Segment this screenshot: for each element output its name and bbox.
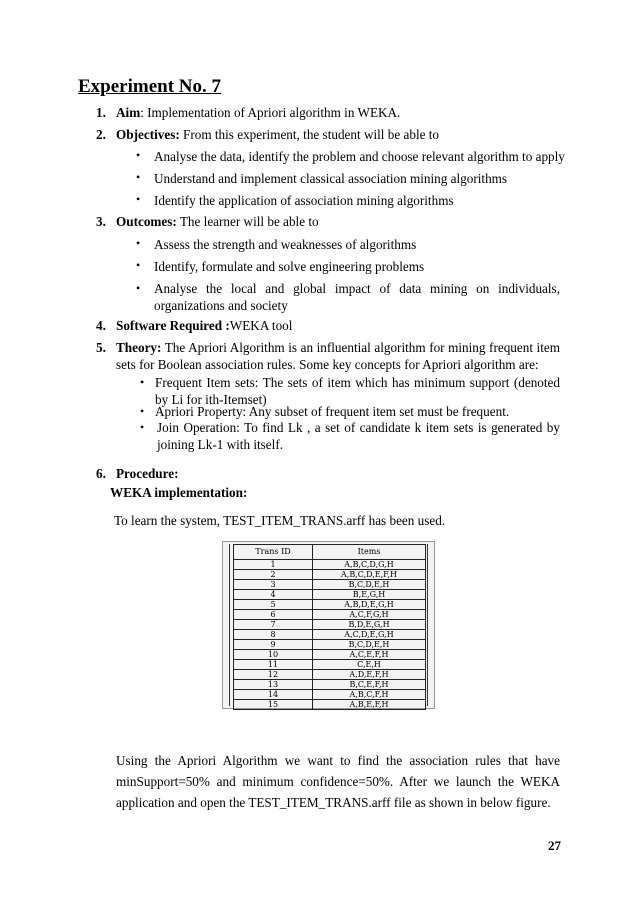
software-label: Software Required : (116, 318, 230, 333)
theory-item: Join Operation: To find Lk , a set of candidate k item sets is generated by joining Lk-1 with itself. (157, 420, 560, 452)
items-cell: A,B,C,F,H (313, 690, 426, 700)
items-cell: B,C,E,F,H (313, 680, 426, 690)
trans-id-cell: 6 (234, 610, 313, 620)
theory-text: The Apriori Algorithm is an influential algorithm for mining frequent item sets for Boolean association rules. Some key concepts for Apriori algorithm are: (116, 340, 560, 372)
items-cell: A,B,D,E,G,H (313, 600, 426, 610)
items-cell: A,D,E,F,H (313, 670, 426, 680)
outcomes-label: Outcomes: (116, 214, 177, 229)
aim-label: Aim (116, 105, 141, 120)
table-row (234, 560, 426, 570)
items-cell: A,C,D,E,G,H (313, 630, 426, 640)
trans-id-cell: 15 (234, 700, 313, 710)
items-cell: A,B,E,F,H (313, 700, 426, 710)
bullet-icon: • (136, 170, 141, 184)
objective-item: Analyse the data, identify the problem and choose relevant algorithm to apply (154, 149, 565, 164)
items-cell: C,E,H (313, 660, 426, 670)
table-row (234, 640, 426, 650)
items-cell: B,C,D,E,H (313, 640, 426, 650)
items-cell: B,E,G,H (313, 590, 426, 600)
header-items: Items (313, 545, 426, 560)
items-cell: A,B,C,D,E,F,H (313, 570, 426, 580)
trans-id-cell: 14 (234, 690, 313, 700)
procedure-paragraph: Using the Apriori Algorithm we want to find the association rules that have minSupport=50% and minimum confidence=50%. After we launch the WEKA application and open the TEST_ITEM_TRANS.arff file as shown in below figure. (116, 753, 560, 810)
objectives-label: Objectives: (116, 127, 180, 142)
table-row (234, 570, 426, 580)
items-cell: A,C,F,G,H (313, 610, 426, 620)
trans-id-cell: 1 (234, 560, 313, 570)
items-cell: A,B,C,D,G,H (313, 560, 426, 570)
table-row (234, 610, 426, 620)
table-row (234, 580, 426, 590)
bullet-icon: • (136, 258, 141, 272)
trans-id-cell: 3 (234, 580, 313, 590)
table-row (234, 630, 426, 640)
bullet-icon: • (136, 281, 141, 295)
theory-item: Apriori Property: Any subset of frequent item set must be frequent. (155, 404, 510, 419)
trans-id-cell: 5 (234, 600, 313, 610)
aim-text: : Implementation of Apriori algorithm in WEKA. (140, 105, 401, 120)
outcome-item: Assess the strength and weaknesses of algorithms (154, 237, 417, 252)
header-trans-id: Trans ID (234, 545, 313, 560)
items-cell: B,C,D,E,H (313, 580, 426, 590)
procedure-intro: To learn the system, TEST_ITEM_TRANS.arff has been used. (114, 513, 446, 528)
trans-id-cell: 13 (234, 680, 313, 690)
table-row (234, 660, 426, 670)
table-row (234, 700, 426, 710)
items-cell: A,C,E,F,H (313, 650, 426, 660)
items-cell: B,D,E,G,H (313, 620, 426, 630)
outcomes-number: 3. (96, 214, 106, 229)
trans-id-cell: 11 (234, 660, 313, 670)
objective-item: Identify the application of association mining algorithms (154, 193, 454, 208)
divider (427, 544, 428, 706)
theory-item: Frequent Item sets: The sets of item which has minimum support (denoted by Li for ith-Itemset) (155, 375, 560, 407)
table-row (234, 650, 426, 660)
bullet-icon: • (140, 420, 145, 434)
table-row (234, 670, 426, 680)
outcome-item: Identify, formulate and solve engineering problems (154, 259, 425, 274)
page-number: 27 (548, 838, 561, 853)
procedure-subheading: WEKA implementation: (110, 485, 248, 500)
divider (229, 544, 230, 706)
trans-id-cell: 2 (234, 570, 313, 580)
procedure-label: Procedure: (116, 466, 179, 481)
transactions-table (233, 544, 426, 710)
trans-id-cell: 4 (234, 590, 313, 600)
bullet-icon: • (140, 404, 145, 418)
bullet-icon: • (140, 375, 145, 389)
bullet-icon: • (136, 236, 141, 250)
software-text: WEKA tool (229, 318, 293, 333)
trans-id-cell: 12 (234, 670, 313, 680)
table-row (234, 620, 426, 630)
aim-number: 1. (96, 105, 106, 120)
outcomes-text: The learner will be able to (176, 214, 319, 229)
theory-label: Theory: (116, 340, 162, 355)
page-title: Experiment No. 7 (78, 76, 222, 97)
bullet-icon: • (136, 192, 141, 206)
outcome-item: Analyse the local and global impact of data mining on individuals, organizations and society (154, 281, 560, 313)
software-number: 4. (96, 318, 106, 333)
trans-id-cell: 8 (234, 630, 313, 640)
table-row (234, 600, 426, 610)
table-row (234, 590, 426, 600)
procedure-number: 6. (96, 466, 106, 481)
trans-id-cell: 7 (234, 620, 313, 630)
table-row (234, 680, 426, 690)
trans-id-cell: 10 (234, 650, 313, 660)
trans-id-cell: 9 (234, 640, 313, 650)
objective-item: Understand and implement classical association mining algorithms (154, 171, 508, 186)
table-header-row (234, 545, 426, 560)
bullet-icon: • (136, 148, 141, 162)
objectives-number: 2. (96, 127, 106, 142)
theory-number: 5. (96, 340, 106, 355)
transactions-table-figure (222, 541, 435, 709)
table-row (234, 690, 426, 700)
objectives-text: From this experiment, the student will be able to (179, 127, 440, 142)
